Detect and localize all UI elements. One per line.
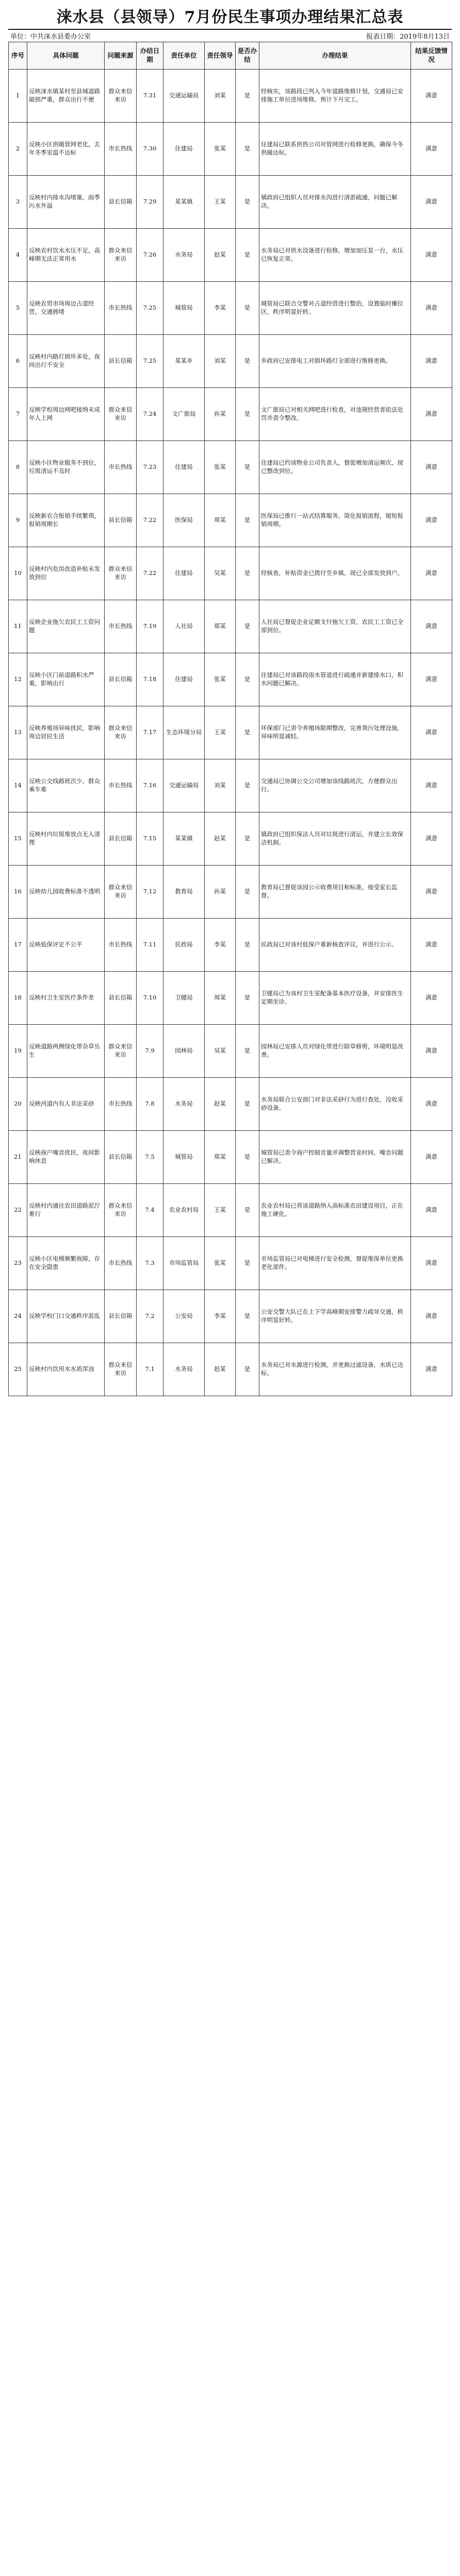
table-header-row xyxy=(9,42,452,70)
cell-source: 群众来信来访 xyxy=(105,1184,137,1237)
cell-source: 市长热线 xyxy=(105,282,137,335)
cell-feedback: 满意 xyxy=(411,441,452,494)
cell-date: 7.9 xyxy=(137,1025,163,1078)
cell-source: 县长信箱 xyxy=(105,335,137,388)
cell-feedback: 满意 xyxy=(411,1290,452,1343)
cell-done: 是 xyxy=(236,441,259,494)
cell-issue: 反映学校门口交通秩序混乱 xyxy=(27,1290,105,1343)
cell-feedback: 满意 xyxy=(411,547,452,600)
cell-issue: 反映村卫生室医疗条件差 xyxy=(27,972,105,1025)
cell-date: 7.8 xyxy=(137,1078,163,1131)
cell-done: 是 xyxy=(236,1237,259,1290)
cell-no: 11 xyxy=(9,600,27,653)
cell-feedback: 满意 xyxy=(411,972,452,1025)
cell-source: 群众来信来访 xyxy=(105,866,137,919)
cell-no: 17 xyxy=(9,919,27,972)
cell-leader: 赵某 xyxy=(205,1078,236,1131)
cell-done: 是 xyxy=(236,1184,259,1237)
table-row xyxy=(9,1131,452,1184)
cell-result: 经核实，该路段已列入今年道路维修计划，交通局已安排施工单位进场维修，预计下月完工。 xyxy=(259,70,411,123)
cell-feedback: 满意 xyxy=(411,335,452,388)
cell-leader: 孙某 xyxy=(205,866,236,919)
table-row xyxy=(9,282,452,335)
cell-date: 7.19 xyxy=(137,600,163,653)
cell-feedback: 满意 xyxy=(411,1237,452,1290)
cell-feedback: 满意 xyxy=(411,1343,452,1396)
cell-dept: 文广旅局 xyxy=(163,388,205,441)
cell-leader: 赵某 xyxy=(205,812,236,866)
cell-done: 是 xyxy=(236,600,259,653)
cell-source: 群众来信来访 xyxy=(105,706,137,759)
cell-dept: 某某镇 xyxy=(163,176,205,229)
cell-done: 是 xyxy=(236,388,259,441)
cell-done: 是 xyxy=(236,1343,259,1396)
cell-no: 10 xyxy=(9,547,27,600)
cell-date: 7.5 xyxy=(137,1131,163,1184)
cell-source: 群众来信来访 xyxy=(105,388,137,441)
cell-leader: 王某 xyxy=(205,706,236,759)
cell-result: 住建局已约谈物业公司负责人，督促增加清运频次，现已整改到位。 xyxy=(259,441,411,494)
cell-leader: 张某 xyxy=(205,441,236,494)
cell-leader: 李某 xyxy=(205,1290,236,1343)
cell-result: 住建局已联系供热公司对管网进行检修更换，确保今冬供暖达标。 xyxy=(259,123,411,176)
cell-leader: 刘某 xyxy=(205,759,236,812)
cell-date: 7.25 xyxy=(137,335,163,388)
cell-no: 22 xyxy=(9,1184,27,1237)
cell-done: 是 xyxy=(236,972,259,1025)
cell-no: 7 xyxy=(9,388,27,441)
cell-result: 医保局已推行一站式结算服务，简化报销流程，缩短报销周期。 xyxy=(259,494,411,547)
cell-source: 县长信箱 xyxy=(105,972,137,1025)
table-row xyxy=(9,812,452,866)
report-date: 报表日期：2019年8月13日 xyxy=(366,33,450,41)
col-header: 问题来源 xyxy=(105,42,137,70)
cell-leader: 周某 xyxy=(205,494,236,547)
cell-no: 13 xyxy=(9,706,27,759)
cell-feedback: 满意 xyxy=(411,70,452,123)
cell-done: 是 xyxy=(236,1025,259,1078)
cell-done: 是 xyxy=(236,176,259,229)
cell-dept: 教育局 xyxy=(163,866,205,919)
cell-no: 6 xyxy=(9,335,27,388)
cell-no: 8 xyxy=(9,441,27,494)
col-header: 具体问题 xyxy=(27,42,105,70)
table-row xyxy=(9,441,452,494)
meta-line xyxy=(8,29,452,42)
cell-leader: 吴某 xyxy=(205,547,236,600)
cell-source: 市长热线 xyxy=(105,441,137,494)
cell-result: 水务局已对供水设备进行检修，增加加压泵一台，水压已恢复正常。 xyxy=(259,229,411,282)
col-header: 办理结果 xyxy=(259,42,411,70)
cell-leader: 周某 xyxy=(205,972,236,1025)
cell-feedback: 满意 xyxy=(411,1131,452,1184)
cell-source: 群众来信来访 xyxy=(105,547,137,600)
cell-dept: 交通运输局 xyxy=(163,759,205,812)
cell-date: 7.25 xyxy=(137,282,163,335)
cell-source: 群众来信来访 xyxy=(105,1025,137,1078)
col-header: 结果反馈情况 xyxy=(411,42,452,70)
cell-leader: 李某 xyxy=(205,282,236,335)
table-row xyxy=(9,919,452,972)
cell-result: 住建局已对该路段雨水管道进行疏通并新建排水口，积水问题已解决。 xyxy=(259,653,411,706)
cell-no: 19 xyxy=(9,1025,27,1078)
cell-source: 市长热线 xyxy=(105,123,137,176)
cell-feedback: 满意 xyxy=(411,600,452,653)
cell-dept: 水务局 xyxy=(163,1078,205,1131)
cell-no: 16 xyxy=(9,866,27,919)
cell-date: 7.31 xyxy=(137,70,163,123)
summary-table xyxy=(8,42,452,1396)
col-header: 责任领导 xyxy=(205,42,236,70)
cell-issue: 反映村内垃圾堆放点无人清理 xyxy=(27,812,105,866)
cell-result: 环保部门已责令养殖场限期整改，完善粪污处理设施，异味明显减轻。 xyxy=(259,706,411,759)
cell-done: 是 xyxy=(236,123,259,176)
table-row xyxy=(9,1078,452,1131)
cell-no: 25 xyxy=(9,1343,27,1396)
table-row xyxy=(9,653,452,706)
cell-issue: 反映农贸市场周边占道经营，交通拥堵 xyxy=(27,282,105,335)
cell-no: 1 xyxy=(9,70,27,123)
cell-result: 市场监管局已对电梯进行安全检测，督促维保单位更换老化部件。 xyxy=(259,1237,411,1290)
cell-dept: 城管局 xyxy=(163,282,205,335)
cell-issue: 反映新农合报销手续繁琐，报销周期长 xyxy=(27,494,105,547)
cell-result: 镇政府已组织人员对排水沟进行清淤疏通，问题已解决。 xyxy=(259,176,411,229)
cell-done: 是 xyxy=(236,70,259,123)
cell-issue: 反映幼儿园收费标准不透明 xyxy=(27,866,105,919)
col-header: 序号 xyxy=(9,42,27,70)
cell-leader: 刘某 xyxy=(205,335,236,388)
cell-result: 文广旅局已对相关网吧进行检查，对违规经营者依法处罚并责令整改。 xyxy=(259,388,411,441)
cell-date: 7.23 xyxy=(137,441,163,494)
cell-source: 县长信箱 xyxy=(105,812,137,866)
table-row xyxy=(9,335,452,388)
cell-date: 7.26 xyxy=(137,229,163,282)
cell-source: 县长信箱 xyxy=(105,653,137,706)
cell-feedback: 满意 xyxy=(411,1184,452,1237)
cell-date: 7.12 xyxy=(137,866,163,919)
cell-feedback: 满意 xyxy=(411,866,452,919)
cell-date: 7.11 xyxy=(137,919,163,972)
cell-issue: 反映村内路灯损坏多处，夜间出行不安全 xyxy=(27,335,105,388)
cell-feedback: 满意 xyxy=(411,653,452,706)
cell-issue: 反映农村饮水水压不足，高峰期无法正常用水 xyxy=(27,229,105,282)
cell-date: 7.30 xyxy=(137,123,163,176)
cell-date: 7.17 xyxy=(137,706,163,759)
cell-done: 是 xyxy=(236,494,259,547)
cell-source: 县长信箱 xyxy=(105,1290,137,1343)
cell-date: 7.29 xyxy=(137,176,163,229)
cell-leader: 王某 xyxy=(205,176,236,229)
cell-done: 是 xyxy=(236,919,259,972)
table-row xyxy=(9,1237,452,1290)
cell-issue: 反映小区电梯频繁故障，存在安全隐患 xyxy=(27,1237,105,1290)
cell-issue: 反映村内危房改造补贴未发放到位 xyxy=(27,547,105,600)
cell-done: 是 xyxy=(236,1131,259,1184)
cell-issue: 反映企业拖欠农民工工资问题 xyxy=(27,600,105,653)
cell-leader: 张某 xyxy=(205,1237,236,1290)
table-row xyxy=(9,229,452,282)
cell-feedback: 满意 xyxy=(411,759,452,812)
cell-dept: 住建局 xyxy=(163,123,205,176)
cell-dept: 园林局 xyxy=(163,1025,205,1078)
cell-result: 经核查，补贴资金已拨付至乡镇，现已全部发放到户。 xyxy=(259,547,411,600)
cell-result: 农业农村局已将该道路纳入高标准农田建设项目，正在施工硬化。 xyxy=(259,1184,411,1237)
cell-result: 城管局已联合交警对占道经营进行整治，设置临时摊位区，秩序明显好转。 xyxy=(259,282,411,335)
cell-leader: 赵某 xyxy=(205,1343,236,1396)
cell-done: 是 xyxy=(236,1078,259,1131)
cell-feedback: 满意 xyxy=(411,494,452,547)
cell-source: 县长信箱 xyxy=(105,1131,137,1184)
cell-source: 县长信箱 xyxy=(105,494,137,547)
cell-done: 是 xyxy=(236,706,259,759)
cell-date: 7.3 xyxy=(137,1237,163,1290)
cell-no: 24 xyxy=(9,1290,27,1343)
cell-issue: 反映村内饮用水水质浑浊 xyxy=(27,1343,105,1396)
cell-dept: 卫健局 xyxy=(163,972,205,1025)
cell-issue: 反映涞水镇某村至县城道路破损严重，群众出行不便 xyxy=(27,70,105,123)
cell-done: 是 xyxy=(236,653,259,706)
cell-leader: 李某 xyxy=(205,919,236,972)
cell-result: 卫健局已为该村卫生室配备基本医疗设备，并安排医生定期坐诊。 xyxy=(259,972,411,1025)
cell-dept: 医保局 xyxy=(163,494,205,547)
cell-issue: 反映低保评定不公平 xyxy=(27,919,105,972)
cell-issue: 反映学校周边网吧接纳未成年人上网 xyxy=(27,388,105,441)
cell-date: 7.15 xyxy=(137,812,163,866)
cell-result: 民政局已对该村低保户重新核查评议，并进行公示。 xyxy=(259,919,411,972)
cell-source: 市长热线 xyxy=(105,600,137,653)
cell-issue: 反映村内排水沟堵塞，雨季污水外溢 xyxy=(27,176,105,229)
cell-done: 是 xyxy=(236,335,259,388)
cell-issue: 反映小区物业服务不到位，垃圾清运不及时 xyxy=(27,441,105,494)
cell-result: 乡政府已安排电工对损坏路灯全部进行维修更换。 xyxy=(259,335,411,388)
table-row xyxy=(9,1343,452,1396)
cell-done: 是 xyxy=(236,812,259,866)
table-row xyxy=(9,123,452,176)
cell-done: 是 xyxy=(236,282,259,335)
cell-leader: 孙某 xyxy=(205,388,236,441)
cell-no: 3 xyxy=(9,176,27,229)
cell-feedback: 满意 xyxy=(411,388,452,441)
cell-no: 9 xyxy=(9,494,27,547)
cell-source: 市长热线 xyxy=(105,759,137,812)
cell-issue: 反映商户噪音扰民，夜间影响休息 xyxy=(27,1131,105,1184)
cell-no: 20 xyxy=(9,1078,27,1131)
cell-date: 7.2 xyxy=(137,1290,163,1343)
cell-result: 园林局已安排人员对绿化带进行除草修剪，环境明显改善。 xyxy=(259,1025,411,1078)
table-body xyxy=(9,70,452,1396)
cell-dept: 水务局 xyxy=(163,229,205,282)
table-row xyxy=(9,1025,452,1078)
cell-no: 5 xyxy=(9,282,27,335)
cell-issue: 反映小区供暖管网老化，去年冬季室温不达标 xyxy=(27,123,105,176)
cell-leader: 张某 xyxy=(205,653,236,706)
cell-dept: 某某乡 xyxy=(163,335,205,388)
cell-dept: 住建局 xyxy=(163,441,205,494)
table-row xyxy=(9,388,452,441)
cell-result: 水务局已对水源进行检测，并更换过滤设备，水质已达标。 xyxy=(259,1343,411,1396)
cell-issue: 反映小区门前道路积水严重，影响出行 xyxy=(27,653,105,706)
cell-leader: 郑某 xyxy=(205,1131,236,1184)
cell-dept: 住建局 xyxy=(163,653,205,706)
cell-source: 市长热线 xyxy=(105,1237,137,1290)
cell-date: 7.22 xyxy=(137,547,163,600)
cell-source: 市长热线 xyxy=(105,919,137,972)
cell-dept: 城管局 xyxy=(163,1131,205,1184)
cell-no: 4 xyxy=(9,229,27,282)
cell-date: 7.18 xyxy=(137,653,163,706)
table-row xyxy=(9,866,452,919)
cell-date: 7.24 xyxy=(137,388,163,441)
table-row xyxy=(9,600,452,653)
cell-issue: 反映养殖场异味扰民，影响周边居民生活 xyxy=(27,706,105,759)
cell-feedback: 满意 xyxy=(411,282,452,335)
cell-result: 人社局已督促企业足额支付拖欠工资，农民工工资已全部到位。 xyxy=(259,600,411,653)
cell-dept: 住建局 xyxy=(163,547,205,600)
cell-dept: 人社局 xyxy=(163,600,205,653)
cell-date: 7.1 xyxy=(137,1343,163,1396)
col-header: 是否办结 xyxy=(236,42,259,70)
cell-leader: 吴某 xyxy=(205,1025,236,1078)
table-row xyxy=(9,1290,452,1343)
table-row xyxy=(9,1184,452,1237)
cell-date: 7.4 xyxy=(137,1184,163,1237)
cell-source: 群众来信来访 xyxy=(105,229,137,282)
cell-result: 教育局已督促该园公示收费项目和标准，接受家长监督。 xyxy=(259,866,411,919)
table-row xyxy=(9,176,452,229)
cell-leader: 刘某 xyxy=(205,70,236,123)
col-header: 责任单位 xyxy=(163,42,205,70)
cell-feedback: 满意 xyxy=(411,1078,452,1131)
cell-date: 7.10 xyxy=(137,972,163,1025)
table-row xyxy=(9,70,452,123)
page-title: 涞水县（县领导）7月份民生事项办理结果汇总表 xyxy=(56,8,404,26)
cell-result: 镇政府已组织保洁人员对垃圾进行清运，并建立长效保洁机制。 xyxy=(259,812,411,866)
cell-result: 公安交警大队已在上下学高峰期安排警力疏导交通，秩序明显好转。 xyxy=(259,1290,411,1343)
cell-result: 水务局联合公安部门对非法采砂行为进行查处，没收采砂设备。 xyxy=(259,1078,411,1131)
cell-leader: 赵某 xyxy=(205,229,236,282)
table-row xyxy=(9,972,452,1025)
cell-done: 是 xyxy=(236,759,259,812)
cell-source: 群众来信来访 xyxy=(105,70,137,123)
cell-dept: 生态环境分局 xyxy=(163,706,205,759)
cell-issue: 反映道路两侧绿化带杂草丛生 xyxy=(27,1025,105,1078)
cell-dept: 公安局 xyxy=(163,1290,205,1343)
cell-dept: 水务局 xyxy=(163,1343,205,1396)
cell-no: 14 xyxy=(9,759,27,812)
cell-no: 23 xyxy=(9,1237,27,1290)
cell-feedback: 满意 xyxy=(411,123,452,176)
cell-done: 是 xyxy=(236,866,259,919)
cell-done: 是 xyxy=(236,1290,259,1343)
cell-source: 县长信箱 xyxy=(105,176,137,229)
cell-feedback: 满意 xyxy=(411,176,452,229)
unit-label: 单位：中共涞水县委办公室 xyxy=(10,33,91,41)
document xyxy=(8,0,452,2576)
cell-dept: 交通运输局 xyxy=(163,70,205,123)
cell-no: 18 xyxy=(9,972,27,1025)
cell-issue: 反映村内通往农田道路泥泞难行 xyxy=(27,1184,105,1237)
cell-feedback: 满意 xyxy=(411,1025,452,1078)
cell-leader: 郑某 xyxy=(205,600,236,653)
col-header: 办结日期 xyxy=(137,42,163,70)
cell-result: 城管局已责令商户控制音量并调整营业时间，噪音问题已解决。 xyxy=(259,1131,411,1184)
cell-date: 7.16 xyxy=(137,759,163,812)
table-row xyxy=(9,759,452,812)
cell-no: 21 xyxy=(9,1131,27,1184)
cell-feedback: 满意 xyxy=(411,812,452,866)
cell-leader: 王某 xyxy=(205,1184,236,1237)
cell-dept: 某某镇 xyxy=(163,812,205,866)
cell-feedback: 满意 xyxy=(411,706,452,759)
table-row xyxy=(9,494,452,547)
cell-issue: 反映公交线路班次少，群众乘车难 xyxy=(27,759,105,812)
cell-no: 12 xyxy=(9,653,27,706)
cell-leader: 张某 xyxy=(205,123,236,176)
cell-dept: 民政局 xyxy=(163,919,205,972)
cell-dept: 市场监管局 xyxy=(163,1237,205,1290)
cell-dept: 农业农村局 xyxy=(163,1184,205,1237)
cell-no: 2 xyxy=(9,123,27,176)
cell-feedback: 满意 xyxy=(411,919,452,972)
cell-date: 7.22 xyxy=(137,494,163,547)
cell-result: 交通局已协调公交公司增加该线路班次，方便群众出行。 xyxy=(259,759,411,812)
cell-done: 是 xyxy=(236,229,259,282)
cell-done: 是 xyxy=(236,547,259,600)
cell-feedback: 满意 xyxy=(411,229,452,282)
cell-no: 15 xyxy=(9,812,27,866)
cell-source: 群众来信来访 xyxy=(105,1343,137,1396)
cell-source: 市长热线 xyxy=(105,1078,137,1131)
table-row xyxy=(9,706,452,759)
table-row xyxy=(9,547,452,600)
cell-issue: 反映河道内有人非法采砂 xyxy=(27,1078,105,1131)
